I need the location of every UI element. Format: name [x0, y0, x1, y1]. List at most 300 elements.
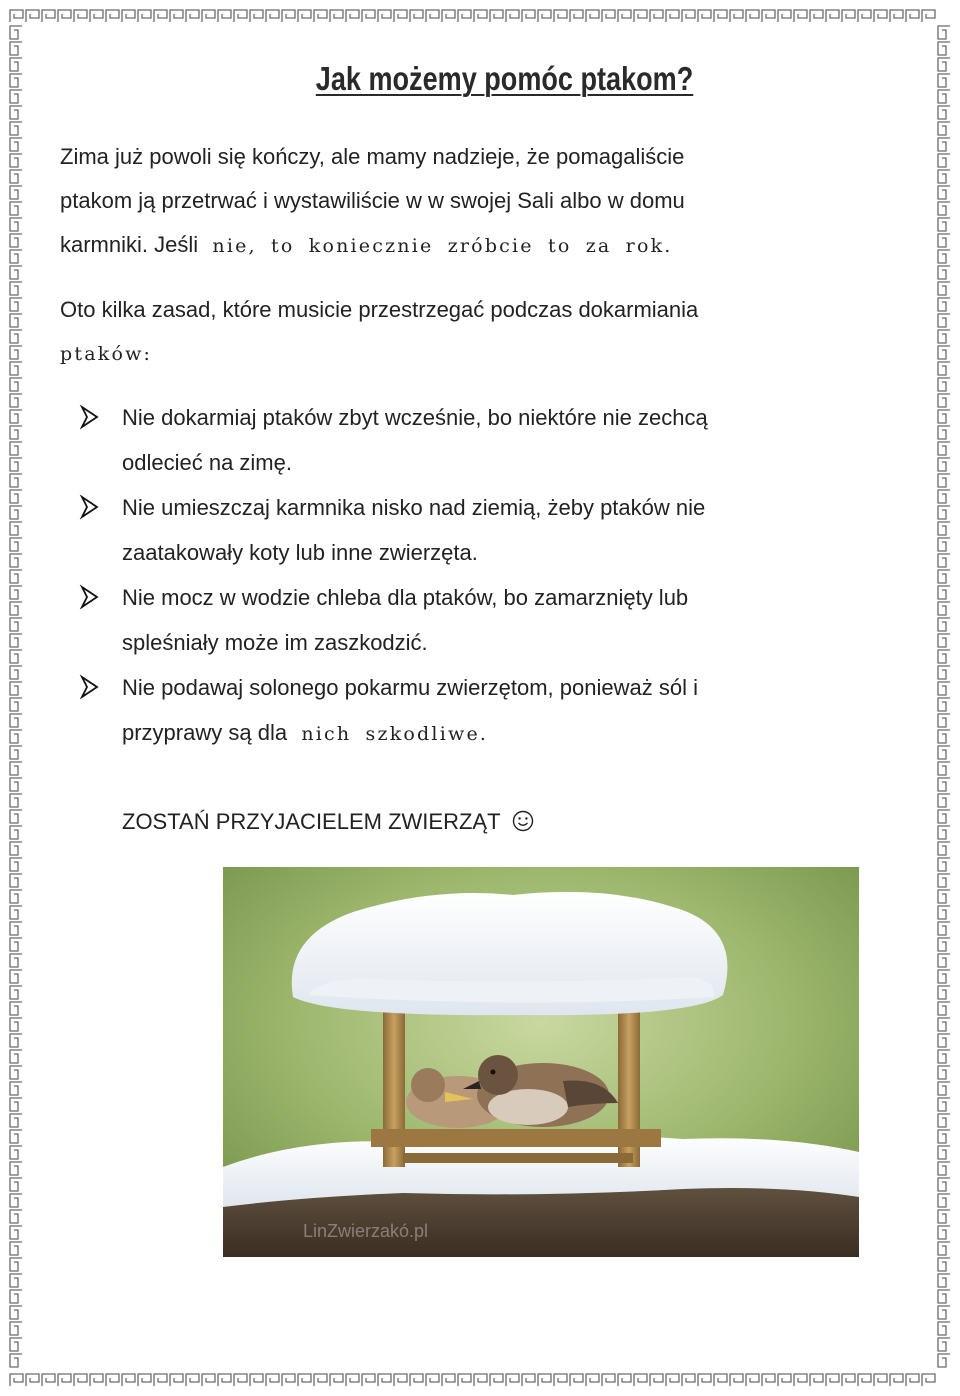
list-item [60, 395, 860, 485]
border-key-motif [298, 1374, 311, 1386]
border-key-motif [810, 1374, 823, 1386]
border-key-motif [826, 1374, 839, 1386]
border-key-motif [938, 874, 950, 887]
border-key-motif [58, 10, 71, 22]
rules-intro-line-2: ptaków: [60, 343, 153, 365]
border-key-motif [106, 10, 119, 22]
border-key-motif [938, 1210, 950, 1223]
rules-list [60, 395, 860, 757]
border-key-motif [10, 1082, 22, 1095]
border-key-motif [10, 650, 22, 663]
border-key-motif [938, 1306, 950, 1319]
border-key-motif [618, 1374, 631, 1386]
border-key-motif [938, 1162, 950, 1175]
border-key-motif [858, 1374, 871, 1386]
border-key-motif [458, 1374, 471, 1386]
border-key-motif [938, 1274, 950, 1287]
border-key-motif [282, 10, 295, 22]
border-key-motif [938, 602, 950, 615]
border-key-motif [746, 1374, 759, 1386]
border-key-motif [490, 10, 503, 22]
border-key-motif [938, 1226, 950, 1239]
border-key-motif [218, 1374, 231, 1386]
border-key-motif [938, 378, 950, 391]
border-key-motif [602, 10, 615, 22]
border-key-motif [938, 1242, 950, 1255]
border-key-motif [10, 1322, 22, 1335]
border-key-motif [826, 10, 839, 22]
border-key-motif [938, 58, 950, 71]
border-key-motif [938, 218, 950, 231]
rules-intro-line-1: Oto kilka zasad, które musicie przestrzegać podczas dokarmiania [60, 297, 699, 322]
border-key-motif [10, 426, 22, 439]
border-key-motif [938, 970, 950, 983]
border-key-motif [666, 1374, 679, 1386]
border-key-motif [538, 1374, 551, 1386]
border-key-motif [90, 10, 103, 22]
border-key-motif [938, 1034, 950, 1047]
smiley-icon [512, 810, 534, 832]
border-key-motif [10, 1050, 22, 1063]
slogan-text: ZOSTAŃ PRZYJACIELEM ZWIERZĄT [122, 809, 501, 834]
border-key-motif [938, 42, 950, 55]
border-key-motif [922, 10, 935, 22]
bird-feeder-photo [223, 867, 859, 1257]
border-key-motif [938, 1178, 950, 1191]
border-key-motif [10, 474, 22, 487]
border-key-motif [938, 922, 950, 935]
border-key-motif [490, 1374, 503, 1386]
border-key-motif [938, 586, 950, 599]
border-key-motif [10, 1002, 22, 1015]
border-key-motif [842, 10, 855, 22]
arrow-bullet-icon [78, 584, 100, 610]
border-key-motif [698, 10, 711, 22]
border-key-motif [634, 1374, 647, 1386]
border-key-motif [714, 1374, 727, 1386]
border-key-motif [298, 10, 311, 22]
border-key-motif [938, 282, 950, 295]
border-key-motif [10, 490, 22, 503]
border-key-motif [378, 10, 391, 22]
border-key-motif [938, 330, 950, 343]
border-key-motif [730, 1374, 743, 1386]
border-key-motif [10, 906, 22, 919]
border-key-motif [10, 746, 22, 759]
arrow-bullet-icon [78, 494, 100, 520]
border-key-motif [10, 378, 22, 391]
rule-2-line-2: zaatakowały koty lub inne zwierzęta. [122, 540, 478, 565]
border-key-motif [10, 1374, 23, 1386]
border-key-motif [506, 10, 519, 22]
border-key-motif [10, 186, 22, 199]
border-key-motif [938, 122, 950, 135]
border-key-motif [650, 1374, 663, 1386]
border-key-motif [250, 10, 263, 22]
border-key-motif [10, 1162, 22, 1175]
border-key-motif [938, 778, 950, 791]
border-key-motif [10, 410, 22, 423]
border-key-motif [10, 266, 22, 279]
border-key-motif [346, 1374, 359, 1386]
border-key-motif [10, 714, 22, 727]
border-key-motif [10, 730, 22, 743]
border-key-motif [10, 602, 22, 615]
border-key-motif [266, 10, 279, 22]
border-key-motif [122, 1374, 135, 1386]
border-key-motif [426, 10, 439, 22]
border-key-motif [938, 26, 950, 39]
border-key-motif [218, 10, 231, 22]
border-key-motif [10, 570, 22, 583]
border-key-motif [410, 10, 423, 22]
border-key-motif [74, 10, 87, 22]
border-key-motif [314, 10, 327, 22]
border-key-motif [762, 10, 775, 22]
border-key-motif [10, 618, 22, 631]
border-key-motif [10, 250, 22, 263]
border-key-motif [10, 442, 22, 455]
rule-1-line-2: odlecieć na zimę. [122, 450, 292, 475]
border-key-motif [554, 10, 567, 22]
border-key-motif [10, 554, 22, 567]
border-key-motif [938, 730, 950, 743]
border-key-motif [874, 10, 887, 22]
photo-watermark: LinZwierzakó.pl [303, 1221, 429, 1241]
rule-4-line-2 [122, 710, 860, 757]
border-key-motif [10, 1290, 22, 1303]
border-key-motif [938, 1338, 950, 1351]
border-key-motif [10, 1146, 22, 1159]
border-key-motif [10, 346, 22, 359]
border-key-motif [138, 10, 151, 22]
border-key-motif [938, 154, 950, 167]
border-key-motif [10, 1178, 22, 1191]
rule-1-line-1: Nie dokarmiaj ptaków zbyt wcześnie, bo niektóre nie zechcą [122, 405, 708, 430]
border-key-motif [10, 90, 22, 103]
border-key-motif [10, 42, 22, 55]
border-key-motif [10, 538, 22, 551]
border-key-motif [10, 922, 22, 935]
border-key-motif [10, 10, 23, 22]
border-key-motif [10, 890, 22, 903]
border-key-motif [634, 10, 647, 22]
border-key-motif [10, 1338, 22, 1351]
border-key-motif [346, 10, 359, 22]
border-key-motif [330, 1374, 343, 1386]
border-key-motif [10, 666, 22, 679]
border-key-motif [10, 954, 22, 967]
intro-line-1: Zima już powoli się kończy, ale mamy nadzieje, że pomagaliście [60, 144, 685, 169]
list-item [60, 485, 860, 575]
border-key-motif [938, 522, 950, 535]
border-key-motif [586, 1374, 599, 1386]
border-key-motif [650, 10, 663, 22]
border-key-motif [10, 1098, 22, 1111]
border-key-motif [282, 1374, 295, 1386]
border-key-motif [938, 634, 950, 647]
border-key-motif [746, 10, 759, 22]
border-key-motif [938, 986, 950, 999]
border-key-motif [938, 810, 950, 823]
border-key-motif [938, 1018, 950, 1031]
border-key-motif [394, 1374, 407, 1386]
border-key-motif [378, 1374, 391, 1386]
border-key-motif [250, 1374, 263, 1386]
border-key-motif [938, 266, 950, 279]
border-key-motif [938, 314, 950, 327]
border-key-motif [554, 1374, 567, 1386]
border-key-motif [10, 1306, 22, 1319]
border-key-motif [10, 122, 22, 135]
border-key-motif [442, 1374, 455, 1386]
intro-line-3b: nie, to koniecznie zróbcie to za rok. [198, 235, 673, 257]
border-key-motif [938, 1082, 950, 1095]
border-key-motif [10, 682, 22, 695]
border-key-motif [10, 826, 22, 839]
border-key-motif [410, 1374, 423, 1386]
border-key-motif [138, 1374, 151, 1386]
border-key-motif [314, 1374, 327, 1386]
border-key-motif [10, 794, 22, 807]
border-key-motif [938, 186, 950, 199]
border-key-motif [938, 1146, 950, 1159]
border-key-motif [10, 154, 22, 167]
border-key-motif [10, 234, 22, 247]
border-key-motif [10, 74, 22, 87]
border-key-motif [10, 1242, 22, 1255]
border-key-motif [938, 1050, 950, 1063]
border-key-motif [186, 10, 199, 22]
border-key-motif [938, 394, 950, 407]
border-key-motif [586, 10, 599, 22]
border-key-motif [170, 10, 183, 22]
border-key-motif [10, 458, 22, 471]
border-key-motif [938, 90, 950, 103]
border-key-motif [938, 906, 950, 919]
border-key-motif [474, 1374, 487, 1386]
border-key-motif [794, 1374, 807, 1386]
border-key-motif [10, 58, 22, 71]
page-title: Jak możemy pomóc ptakom? [315, 60, 694, 97]
rule-2-line-1: Nie umieszczaj karmnika nisko nad ziemią, żeby ptaków nie [122, 495, 706, 520]
border-key-motif [10, 394, 22, 407]
border-key-motif [10, 698, 22, 711]
border-key-motif [938, 842, 950, 855]
border-key-motif [10, 858, 22, 871]
border-key-motif [794, 10, 807, 22]
border-key-motif [682, 1374, 695, 1386]
border-key-motif [938, 490, 950, 503]
border-key-motif [10, 634, 22, 647]
border-key-motif [74, 1374, 87, 1386]
border-key-motif [778, 1374, 791, 1386]
border-key-motif [10, 986, 22, 999]
border-key-motif [234, 1374, 247, 1386]
border-key-motif [938, 506, 950, 519]
border-key-motif [890, 10, 903, 22]
border-key-motif [938, 346, 950, 359]
border-key-motif [938, 362, 950, 375]
border-key-motif [938, 1066, 950, 1079]
border-key-motif [906, 10, 919, 22]
border-key-motif [234, 10, 247, 22]
border-key-motif [938, 938, 950, 951]
border-key-motif [10, 778, 22, 791]
border-key-motif [938, 458, 950, 471]
border-key-motif [10, 330, 22, 343]
border-key-motif [938, 1322, 950, 1335]
border-key-motif [938, 410, 950, 423]
border-key-motif [938, 474, 950, 487]
border-key-motif [522, 10, 535, 22]
border-key-motif [10, 762, 22, 775]
list-item [60, 575, 860, 665]
border-key-motif [10, 938, 22, 951]
border-key-motif [938, 682, 950, 695]
arrow-bullet-icon [78, 674, 100, 700]
border-key-motif [10, 1194, 22, 1207]
border-key-motif [186, 1374, 199, 1386]
border-key-motif [10, 522, 22, 535]
border-key-motif [474, 10, 487, 22]
border-key-motif [266, 1374, 279, 1386]
border-key-motif [538, 10, 551, 22]
border-key-motif [938, 698, 950, 711]
border-key-motif [938, 170, 950, 183]
border-key-motif [938, 746, 950, 759]
arrow-bullet-icon [78, 404, 100, 430]
border-key-motif [362, 1374, 375, 1386]
border-key-motif [154, 1374, 167, 1386]
border-key-motif [10, 106, 22, 119]
border-key-motif [762, 1374, 775, 1386]
border-key-motif [10, 874, 22, 887]
border-key-motif [842, 1374, 855, 1386]
border-key-motif [10, 1130, 22, 1143]
border-key-motif [618, 10, 631, 22]
border-key-motif [938, 954, 950, 967]
border-key-motif [938, 890, 950, 903]
border-key-motif [10, 202, 22, 215]
border-key-motif [10, 170, 22, 183]
rules-intro-paragraph [60, 288, 860, 376]
border-key-motif [154, 10, 167, 22]
border-key-motif [10, 1274, 22, 1287]
border-key-motif [106, 1374, 119, 1386]
border-key-motif [938, 138, 950, 151]
border-key-motif [458, 10, 471, 22]
border-key-motif [10, 506, 22, 519]
border-key-motif [938, 1354, 950, 1367]
border-key-motif [362, 10, 375, 22]
border-key-motif [938, 74, 950, 87]
border-key-motif [938, 250, 950, 263]
border-key-motif [394, 10, 407, 22]
intro-paragraph [60, 135, 860, 268]
border-key-motif [938, 298, 950, 311]
border-key-motif [938, 858, 950, 871]
border-key-motif [906, 1374, 919, 1386]
border-key-motif [938, 826, 950, 839]
border-key-motif [426, 1374, 439, 1386]
border-key-motif [10, 282, 22, 295]
border-key-motif [874, 1374, 887, 1386]
border-key-motif [938, 1130, 950, 1143]
border-key-motif [938, 426, 950, 439]
border-key-motif [90, 1374, 103, 1386]
border-key-motif [442, 10, 455, 22]
border-key-motif [58, 1374, 71, 1386]
border-key-motif [570, 1374, 583, 1386]
border-key-motif [730, 10, 743, 22]
border-key-motif [202, 1374, 215, 1386]
rule-4-line-2a: przyprawy są dla [122, 720, 288, 745]
border-key-motif [938, 1194, 950, 1207]
border-key-motif [506, 1374, 519, 1386]
border-key-motif [10, 1114, 22, 1127]
list-item [60, 665, 860, 757]
rule-3-line-2: spleśniały może im zaszkodzić. [122, 630, 428, 655]
border-key-motif [938, 202, 950, 215]
border-key-motif [938, 794, 950, 807]
intro-line-2: ptakom ją przetrwać i wystawiliście w w swojej Sali albo w domu [60, 188, 685, 213]
border-key-motif [10, 298, 22, 311]
border-key-motif [938, 762, 950, 775]
border-key-motif [938, 442, 950, 455]
border-key-motif [570, 10, 583, 22]
border-key-motif [10, 1066, 22, 1079]
border-key-motif [682, 10, 695, 22]
border-key-motif [938, 1098, 950, 1111]
border-key-motif [858, 10, 871, 22]
border-key-motif [10, 810, 22, 823]
border-key-motif [666, 10, 679, 22]
border-key-motif [10, 26, 22, 39]
rule-4-line-1: Nie podawaj solonego pokarmu zwierzętom, ponieważ sól i [122, 675, 698, 700]
border-key-motif [938, 234, 950, 247]
border-key-motif [122, 10, 135, 22]
border-key-motif [202, 10, 215, 22]
border-key-motif [26, 10, 39, 22]
intro-line-3a: karmniki. Jeśli [60, 232, 199, 257]
border-key-motif [10, 1258, 22, 1271]
border-key-motif [10, 842, 22, 855]
border-key-motif [10, 1034, 22, 1047]
border-key-motif [890, 1374, 903, 1386]
border-key-motif [938, 618, 950, 631]
border-key-motif [10, 138, 22, 151]
border-key-motif [938, 666, 950, 679]
border-key-motif [522, 1374, 535, 1386]
border-key-motif [938, 1114, 950, 1127]
border-key-motif [938, 1002, 950, 1015]
border-key-motif [602, 1374, 615, 1386]
border-key-motif [922, 1374, 935, 1386]
border-key-motif [938, 714, 950, 727]
border-key-motif [10, 218, 22, 231]
border-key-motif [10, 1226, 22, 1239]
border-key-motif [10, 586, 22, 599]
border-key-motif [810, 10, 823, 22]
border-key-motif [42, 10, 55, 22]
border-key-motif [10, 970, 22, 983]
border-key-motif [10, 1210, 22, 1223]
border-key-motif [938, 650, 950, 663]
border-key-motif [778, 10, 791, 22]
border-key-motif [938, 1290, 950, 1303]
border-key-motif [938, 106, 950, 119]
